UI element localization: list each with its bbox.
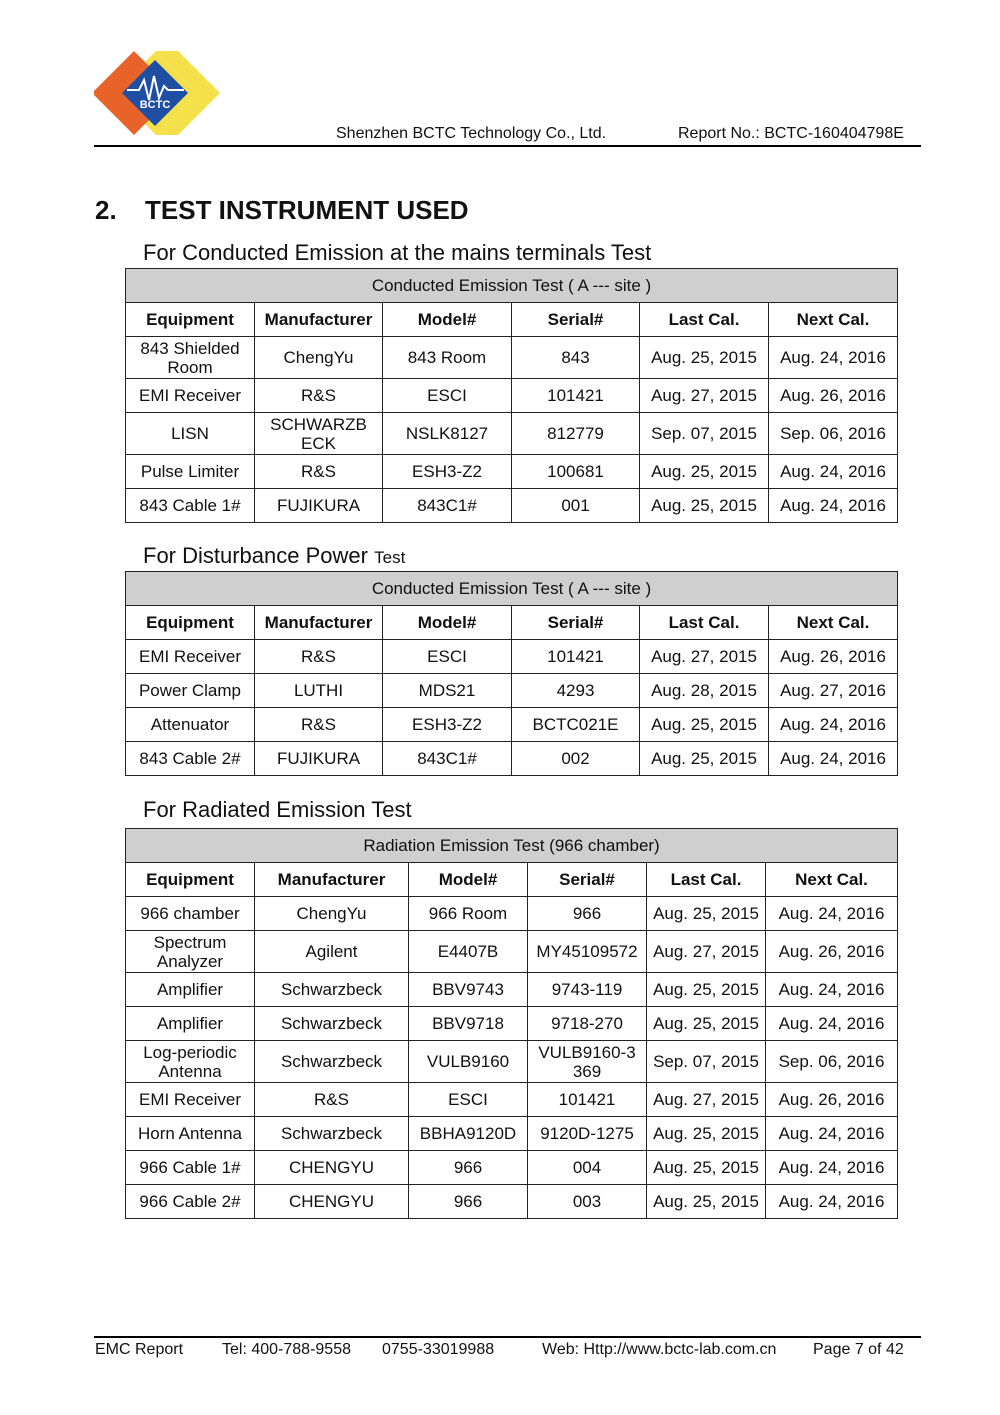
cell-last-cal: Aug. 25, 2015 xyxy=(647,973,766,1007)
table-row xyxy=(126,742,898,776)
cell-last-cal: Aug. 25, 2015 xyxy=(647,1185,766,1219)
cell-last-cal: Aug. 25, 2015 xyxy=(647,1117,766,1151)
cell-serial: 966 xyxy=(528,897,647,931)
cell-model: BBHA9120D xyxy=(409,1117,528,1151)
cell-serial: 843 xyxy=(512,337,640,379)
section-number: 2. xyxy=(95,195,117,225)
cell-manufacturer: FUJIKURA xyxy=(255,742,383,776)
column-header: Model# xyxy=(383,303,512,337)
footer-label: EMC Report xyxy=(95,1341,184,1358)
cell-serial: 812779 xyxy=(512,413,640,455)
cell-last-cal: Aug. 25, 2015 xyxy=(640,742,769,776)
cell-next-cal: Aug. 24, 2016 xyxy=(769,337,898,379)
cell-model: 843C1# xyxy=(383,489,512,523)
cell-model: 966 xyxy=(409,1151,528,1185)
company-logo xyxy=(94,50,224,136)
radiated-emission-table xyxy=(125,828,898,1219)
table-caption: Conducted Emission Test ( A --- site ) xyxy=(126,269,898,303)
header-report-number: Report No.: BCTC-160404798E xyxy=(678,125,904,142)
column-header: Manufacturer xyxy=(255,863,409,897)
cell-model: NSLK8127 xyxy=(383,413,512,455)
cell-last-cal: Aug. 27, 2015 xyxy=(640,640,769,674)
table-row xyxy=(126,1151,898,1185)
column-header: Model# xyxy=(383,606,512,640)
cell-model: 966 xyxy=(409,1185,528,1219)
cell-model: ESCI xyxy=(383,640,512,674)
cell-manufacturer: R&S xyxy=(255,1083,409,1117)
table2-heading-main: For Disturbance Power xyxy=(143,543,368,568)
cell-model: ESCI xyxy=(383,379,512,413)
cell-equipment: 843 Cable 1# xyxy=(126,489,255,523)
cell-next-cal: Sep. 06, 2016 xyxy=(769,413,898,455)
cell-serial: 001 xyxy=(512,489,640,523)
cell-manufacturer: CHENGYU xyxy=(255,1151,409,1185)
cell-next-cal: Aug. 24, 2016 xyxy=(766,897,898,931)
cell-next-cal: Aug. 24, 2016 xyxy=(766,1007,898,1041)
logo-text: BCTC xyxy=(139,99,171,111)
footer-divider xyxy=(94,1336,921,1338)
cell-equipment: Attenuator xyxy=(126,708,255,742)
cell-last-cal: Aug. 28, 2015 xyxy=(640,674,769,708)
footer-page-number: Page 7 of 42 xyxy=(813,1341,904,1358)
cell-serial: 002 xyxy=(512,742,640,776)
column-header: Model# xyxy=(409,863,528,897)
cell-manufacturer: Schwarzbeck xyxy=(255,1041,409,1083)
table-row xyxy=(126,674,898,708)
header-company: Shenzhen BCTC Technology Co., Ltd. xyxy=(336,125,607,142)
cell-equipment: 966 chamber xyxy=(126,897,255,931)
conducted-emission-table xyxy=(125,268,898,523)
column-header: Serial# xyxy=(512,606,640,640)
column-header: Serial# xyxy=(512,303,640,337)
table-row xyxy=(126,413,898,455)
cell-equipment: 843 Shielded Room xyxy=(126,337,255,379)
cell-next-cal: Sep. 06, 2016 xyxy=(766,1041,898,1083)
cell-model: MDS21 xyxy=(383,674,512,708)
cell-equipment: EMI Receiver xyxy=(126,1083,255,1117)
cell-last-cal: Aug. 25, 2015 xyxy=(647,1151,766,1185)
table1-heading: For Conducted Emission at the mains terminals Test xyxy=(143,240,652,265)
table-row xyxy=(126,640,898,674)
cell-last-cal: Aug. 25, 2015 xyxy=(647,897,766,931)
cell-next-cal: Aug. 24, 2016 xyxy=(769,455,898,489)
column-header: Manufacturer xyxy=(255,606,383,640)
cell-next-cal: Aug. 24, 2016 xyxy=(766,973,898,1007)
cell-equipment: Log-periodic Antenna xyxy=(126,1041,255,1083)
cell-manufacturer: ChengYu xyxy=(255,337,383,379)
section-heading: TEST INSTRUMENT USED xyxy=(145,195,469,225)
cell-last-cal: Aug. 27, 2015 xyxy=(647,931,766,973)
cell-equipment: LISN xyxy=(126,413,255,455)
cell-last-cal: Aug. 27, 2015 xyxy=(640,379,769,413)
cell-serial: 003 xyxy=(528,1185,647,1219)
cell-serial: VULB9160-3 369 xyxy=(528,1041,647,1083)
cell-next-cal: Aug. 24, 2016 xyxy=(766,1117,898,1151)
cell-manufacturer: LUTHI xyxy=(255,674,383,708)
cell-model: 966 Room xyxy=(409,897,528,931)
column-header: Next Cal. xyxy=(769,303,898,337)
table-row xyxy=(126,1083,898,1117)
cell-equipment: 843 Cable 2# xyxy=(126,742,255,776)
cell-next-cal: Aug. 24, 2016 xyxy=(769,708,898,742)
cell-next-cal: Aug. 26, 2016 xyxy=(766,1083,898,1117)
section-title xyxy=(95,195,469,226)
cell-serial: 4293 xyxy=(512,674,640,708)
column-header: Last Cal. xyxy=(647,863,766,897)
table-row xyxy=(126,973,898,1007)
cell-serial: 101421 xyxy=(528,1083,647,1117)
table2-heading xyxy=(143,543,405,569)
cell-equipment: EMI Receiver xyxy=(126,640,255,674)
cell-model: BBV9743 xyxy=(409,973,528,1007)
column-header: Next Cal. xyxy=(766,863,898,897)
table-caption: Conducted Emission Test ( A --- site ) xyxy=(126,572,898,606)
table-caption: Radiation Emission Test (966 chamber) xyxy=(126,829,898,863)
table-row xyxy=(126,489,898,523)
cell-manufacturer: R&S xyxy=(255,640,383,674)
cell-equipment: 966 Cable 1# xyxy=(126,1151,255,1185)
cell-manufacturer: CHENGYU xyxy=(255,1185,409,1219)
cell-model: 843 Room xyxy=(383,337,512,379)
table-row xyxy=(126,708,898,742)
cell-next-cal: Aug. 24, 2016 xyxy=(769,489,898,523)
cell-equipment: Pulse Limiter xyxy=(126,455,255,489)
cell-model: ESCI xyxy=(409,1083,528,1117)
cell-manufacturer: ChengYu xyxy=(255,897,409,931)
cell-manufacturer: Schwarzbeck xyxy=(255,973,409,1007)
cell-last-cal: Sep. 07, 2015 xyxy=(647,1041,766,1083)
cell-equipment: Amplifier xyxy=(126,1007,255,1041)
cell-manufacturer: Schwarzbeck xyxy=(255,1117,409,1151)
cell-manufacturer: Agilent xyxy=(255,931,409,973)
table-row xyxy=(126,931,898,973)
cell-next-cal: Aug. 24, 2016 xyxy=(769,742,898,776)
cell-manufacturer: R&S xyxy=(255,379,383,413)
cell-serial: 101421 xyxy=(512,640,640,674)
cell-last-cal: Aug. 25, 2015 xyxy=(640,455,769,489)
cell-serial: 9743-119 xyxy=(528,973,647,1007)
column-header: Equipment xyxy=(126,303,255,337)
table-row xyxy=(126,1117,898,1151)
cell-next-cal: Aug. 26, 2016 xyxy=(766,931,898,973)
cell-model: 843C1# xyxy=(383,742,512,776)
cell-manufacturer: FUJIKURA xyxy=(255,489,383,523)
cell-equipment: EMI Receiver xyxy=(126,379,255,413)
table-row xyxy=(126,337,898,379)
column-header: Equipment xyxy=(126,606,255,640)
cell-model: E4407B xyxy=(409,931,528,973)
table-row xyxy=(126,1007,898,1041)
cell-last-cal: Sep. 07, 2015 xyxy=(640,413,769,455)
cell-equipment: 966 Cable 2# xyxy=(126,1185,255,1219)
cell-equipment: Amplifier xyxy=(126,973,255,1007)
cell-next-cal: Aug. 27, 2016 xyxy=(769,674,898,708)
cell-last-cal: Aug. 27, 2015 xyxy=(647,1083,766,1117)
cell-model: ESH3-Z2 xyxy=(383,455,512,489)
cell-manufacturer: Schwarzbeck xyxy=(255,1007,409,1041)
cell-model: ESH3-Z2 xyxy=(383,708,512,742)
column-header: Last Cal. xyxy=(640,606,769,640)
cell-serial: BCTC021E xyxy=(512,708,640,742)
cell-serial: 100681 xyxy=(512,455,640,489)
table-row xyxy=(126,455,898,489)
footer-web: Web: Http://www.bctc-lab.com.cn xyxy=(542,1341,777,1358)
cell-serial: 9120D-1275 xyxy=(528,1117,647,1151)
cell-serial: 101421 xyxy=(512,379,640,413)
footer-tel: Tel: 400-788-9558 xyxy=(222,1341,351,1358)
footer-tel2: 0755-33019988 xyxy=(382,1341,495,1358)
column-header: Serial# xyxy=(528,863,647,897)
cell-last-cal: Aug. 25, 2015 xyxy=(640,489,769,523)
cell-model: BBV9718 xyxy=(409,1007,528,1041)
column-header: Manufacturer xyxy=(255,303,383,337)
disturbance-power-table xyxy=(125,571,898,776)
table2-heading-suffix: Test xyxy=(374,548,406,567)
header-divider xyxy=(94,145,921,147)
cell-serial: MY45109572 xyxy=(528,931,647,973)
column-header: Next Cal. xyxy=(769,606,898,640)
cell-next-cal: Aug. 26, 2016 xyxy=(769,379,898,413)
cell-equipment: Spectrum Analyzer xyxy=(126,931,255,973)
table-row xyxy=(126,1185,898,1219)
cell-serial: 004 xyxy=(528,1151,647,1185)
cell-manufacturer: SCHWARZB ECK xyxy=(255,413,383,455)
cell-equipment: Horn Antenna xyxy=(126,1117,255,1151)
cell-last-cal: Aug. 25, 2015 xyxy=(647,1007,766,1041)
column-header: Equipment xyxy=(126,863,255,897)
cell-serial: 9718-270 xyxy=(528,1007,647,1041)
cell-model: VULB9160 xyxy=(409,1041,528,1083)
table3-heading: For Radiated Emission Test xyxy=(143,797,412,822)
table-row xyxy=(126,897,898,931)
cell-manufacturer: R&S xyxy=(255,455,383,489)
cell-last-cal: Aug. 25, 2015 xyxy=(640,708,769,742)
cell-next-cal: Aug. 26, 2016 xyxy=(769,640,898,674)
column-header: Last Cal. xyxy=(640,303,769,337)
cell-last-cal: Aug. 25, 2015 xyxy=(640,337,769,379)
table-row xyxy=(126,1041,898,1083)
cell-next-cal: Aug. 24, 2016 xyxy=(766,1185,898,1219)
cell-equipment: Power Clamp xyxy=(126,674,255,708)
cell-next-cal: Aug. 24, 2016 xyxy=(766,1151,898,1185)
cell-manufacturer: R&S xyxy=(255,708,383,742)
table-row xyxy=(126,379,898,413)
